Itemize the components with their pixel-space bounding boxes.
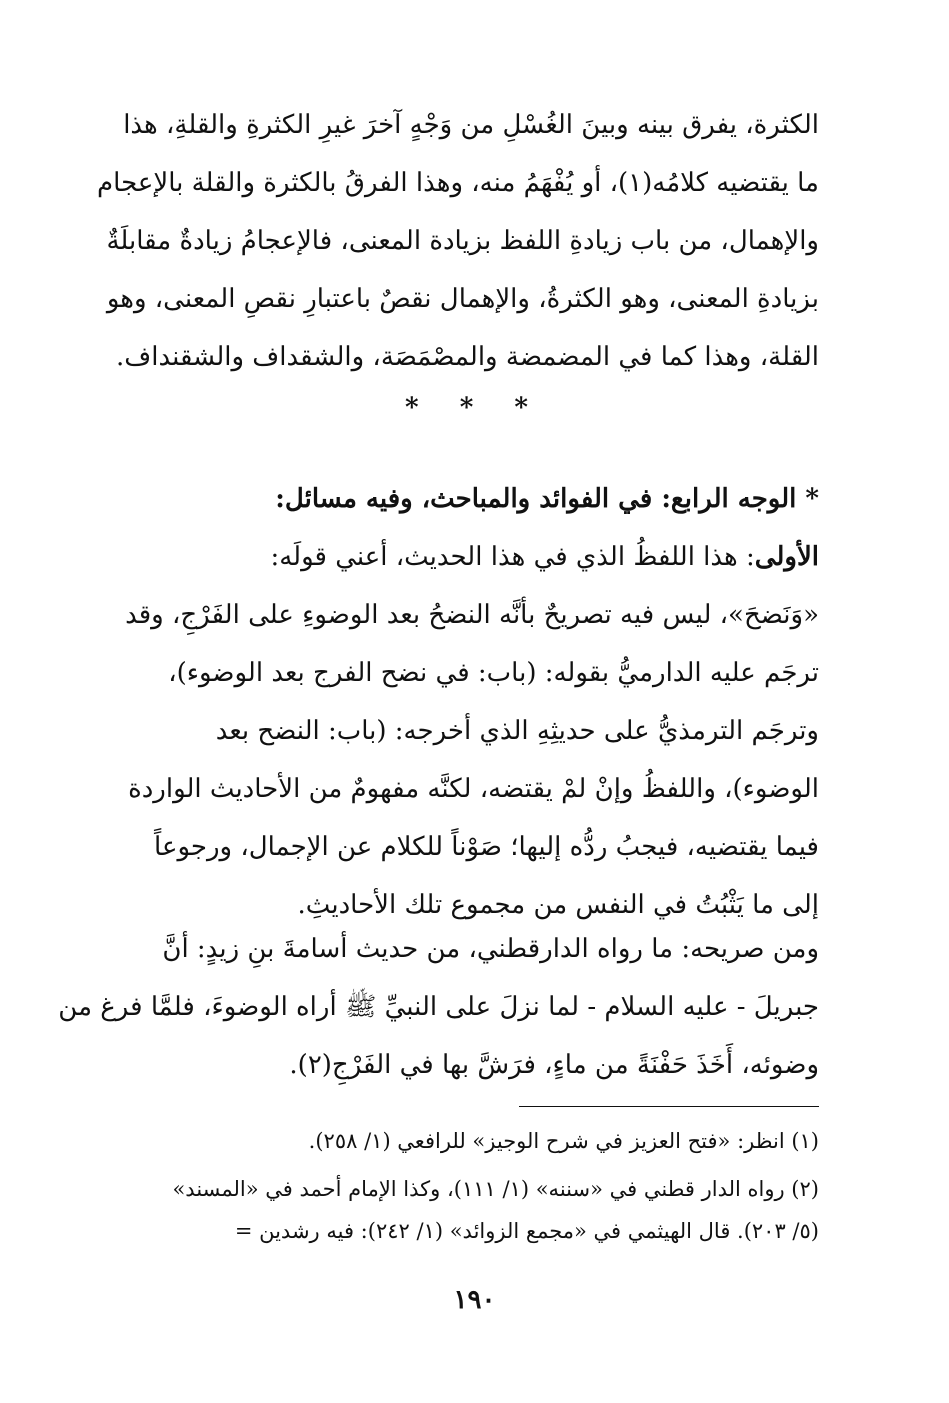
text-line: ترجَم عليه الدارميُّ بقوله: (باب: في نضح الفرج بعد الوضوء)، [168,658,819,688]
text-line [110,528,819,586]
text-line: القلة، وهذا كما في المضمضة والمصْمَصَة، والشقداف والشقنداف. [116,342,819,372]
issue-lead-rest: : هذا اللفظُ الذي في هذا الحديث، أعني قولَه: [270,542,755,572]
footnote-line: (٢) رواه الدار قطني في «سننه» (١/ ١١١)، وكذا الإمام أحمد في «المسند» [172,1177,819,1201]
footnote-2 [110,1168,819,1252]
page-number: ١٩٠ [453,1285,496,1315]
text-line: «وَنَضحَ»، ليس فيه تصريحٌ بأنَّه النضحُ بعد الوضوءِ على الفَرْجِ، وقد [125,600,819,630]
top-paragraph [97,96,819,386]
text-line: ومن صريحه: ما رواه الدارقطني، من حديث أسامةَ بنِ زيدٍ: أنَّ [162,934,819,964]
footnote-1 [110,1120,819,1162]
footnote-line: (٥/ ٢٠٣). قال الهيثمي في «مجمع الزوائد» (١/ ٢٤٢): فيه رشدين = [234,1219,819,1243]
text-line: فيما يقتضيه، فيجبُ ردُّه إليها؛ صَوْناً للكلام عن الإجمال، ورجوعاً [154,832,819,862]
text-line: بزيادةِ المعنى، وهو الكثرةُ، والإهمال نقصٌ باعتبارِ نقصِ المعنى، وهو [106,284,819,314]
text-line: وضوئه، أَخَذَ حَفْنَةً من ماءٍ، فرَشَّ بها في الفَرْجِ(٢). [289,1050,819,1080]
issue-lead: الأولى [754,542,819,572]
text-line: وترجَم الترمذيُّ على حديثِهِ الذي أخرجه: (باب: النضح بعد [215,716,819,746]
section-separator: * * * [405,393,544,423]
footnote-divider [519,1106,819,1107]
text-line: الوضوء)، واللفظُ وإنْ لمْ يقتضه، لكنَّه مفهومٌ من الأحاديث الواردة [128,774,819,804]
text-line: والإهمال، من باب زيادةِ اللفظ بزيادة المعنى، فالإعجامُ زيادةٌ مقابلَةٌ [106,226,819,256]
first-issue-paragraph [110,528,819,934]
section-heading: * الوجه الرابع: في الفوائد والمباحث، وفيه مسائل: [275,484,819,514]
text-line: الكثرة، يفرق بينه وبينَ الغُسْلِ من وَجْهٍ آخرَ غيرِ الكثرةِ والقلةِ، هذا [123,110,819,140]
text-line: ما يقتضيه كلامُه(١)، أو يُفْهَمُ منه، وهذا الفرقُ بالكثرة والقلة بالإعجام [97,168,819,198]
footnote-line: (١) انظر: «فتح العزيز في شرح الوجيز» للرافعي (١/ ٢٥٨). [308,1129,819,1153]
text-line: إلى ما يَثْبُتُ في النفس من مجموع تلك الأحاديثِ. [297,890,819,920]
text-line: جبريلَ - عليه السلام - لما نزلَ على النبيِّ ﷺ أراه الوضوءَ، فلمَّا فرغ من [58,992,819,1022]
second-paragraph [58,920,819,1094]
